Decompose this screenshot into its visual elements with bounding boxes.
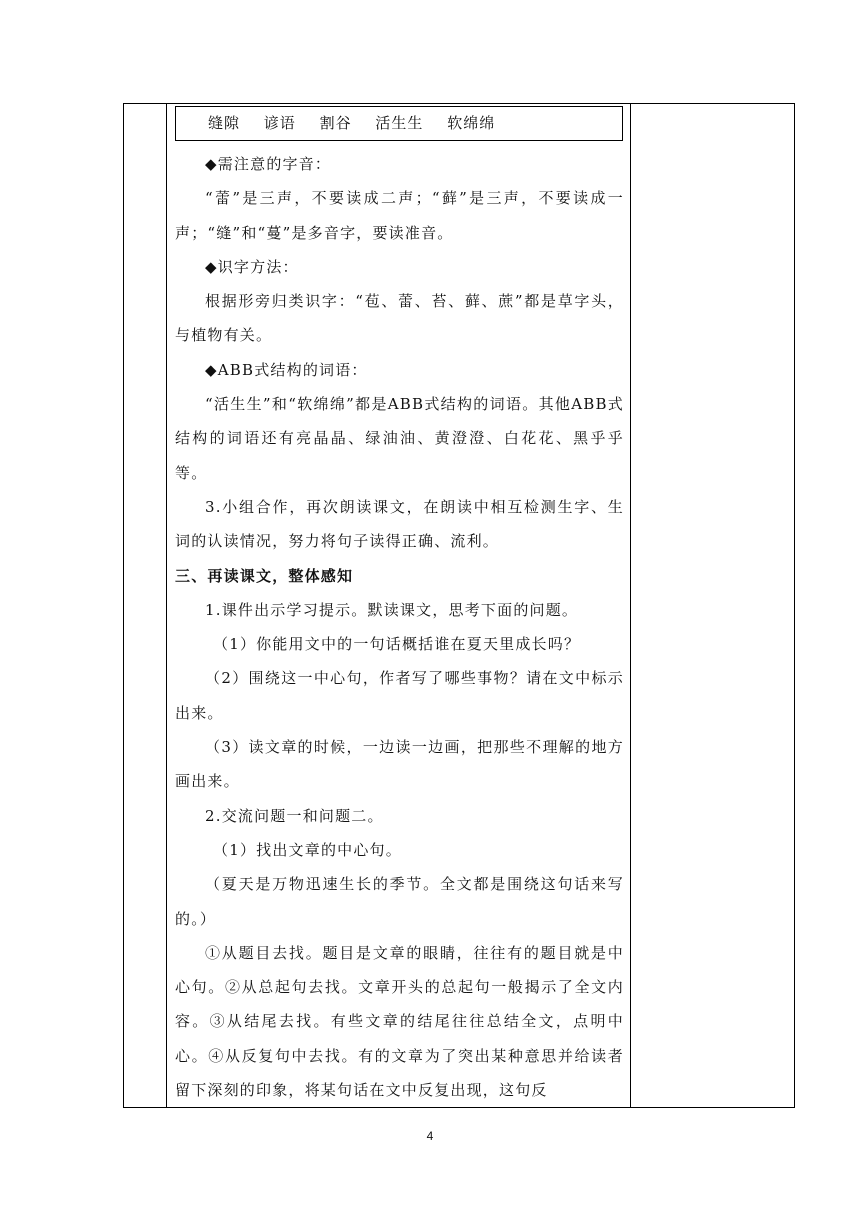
paragraph: ◆需注意的字音： bbox=[205, 155, 332, 173]
vocabulary-box bbox=[175, 106, 623, 141]
vocab-word: 缝隙 bbox=[208, 114, 241, 132]
paragraph: （1）找出文章的中心句。 bbox=[213, 840, 402, 859]
lesson-table bbox=[123, 103, 795, 1108]
paragraph: （2）围绕这一中心句，作者写了哪些事物？请在文中标示出来。 bbox=[175, 669, 624, 722]
vocab-word: 软绵绵 bbox=[447, 114, 496, 132]
paragraph: （3）读文章的时候，一边读一边画，把那些不理解的地方画出来。 bbox=[175, 738, 624, 791]
paragraph: ◆ABB式结构的词语： bbox=[205, 360, 368, 379]
left-column-cell bbox=[124, 104, 167, 1108]
content-area bbox=[167, 104, 630, 1107]
paragraph: 2.交流问题一和问题二。 bbox=[205, 806, 384, 825]
vocab-word: 谚语 bbox=[263, 114, 296, 132]
page-number: 4 bbox=[426, 1129, 434, 1143]
vocab-word: 活生生 bbox=[375, 114, 424, 132]
paragraph: （1）你能用文中的一句话概括谁在夏天里成长吗？ bbox=[213, 635, 581, 654]
vocab-word: 割谷 bbox=[319, 114, 352, 132]
paragraph: 3.小组合作，再次朗读课文，在朗读中相互检测生字、生词的认读情况，努力将句子读得正确、流利。 bbox=[175, 497, 624, 551]
paragraph: 根据形旁归类识字：“苞、蕾、苔、藓、蔗”都是草字头，与植物有关。 bbox=[175, 292, 624, 345]
paragraph: 1.课件出示学习提示。默读课文，思考下面的问题。 bbox=[205, 600, 579, 619]
paragraph: “蕾”是三声，不要读成二声；“藓”是三声，不要读成一声；“缝”和“蔓”是多音字，要读准音。 bbox=[175, 189, 624, 242]
paragraph: ①从题目去找。题目是文章的眼睛，往往有的题目就是中心句。②从总起句去找。文章开头的总起句一般揭示了全文内容。③从结尾去找。有些文章的结尾往往总结全文，点明中心。④从反复句中去找。有的文章为了突出某种意思并给读者留下深刻的印象，将某句话在文中反复出现，这句反 bbox=[175, 943, 624, 1100]
paragraph: （夏天是万物迅速生长的季节。全文都是围绕这句话来写的。） bbox=[175, 875, 624, 928]
lesson-text bbox=[175, 147, 624, 1107]
content-cell bbox=[167, 104, 631, 1108]
section-heading: 三、再读课文，整体感知 bbox=[175, 566, 354, 585]
paragraph: ◆识字方法： bbox=[205, 257, 299, 276]
paragraph: “活生生”和“软绵绵”都是ABB式结构的词语。其他ABB式结构的词语还有亮晶晶、绿油油、黄澄澄、白花花、黑乎乎等。 bbox=[175, 395, 624, 482]
notes-column-cell bbox=[631, 104, 795, 1108]
